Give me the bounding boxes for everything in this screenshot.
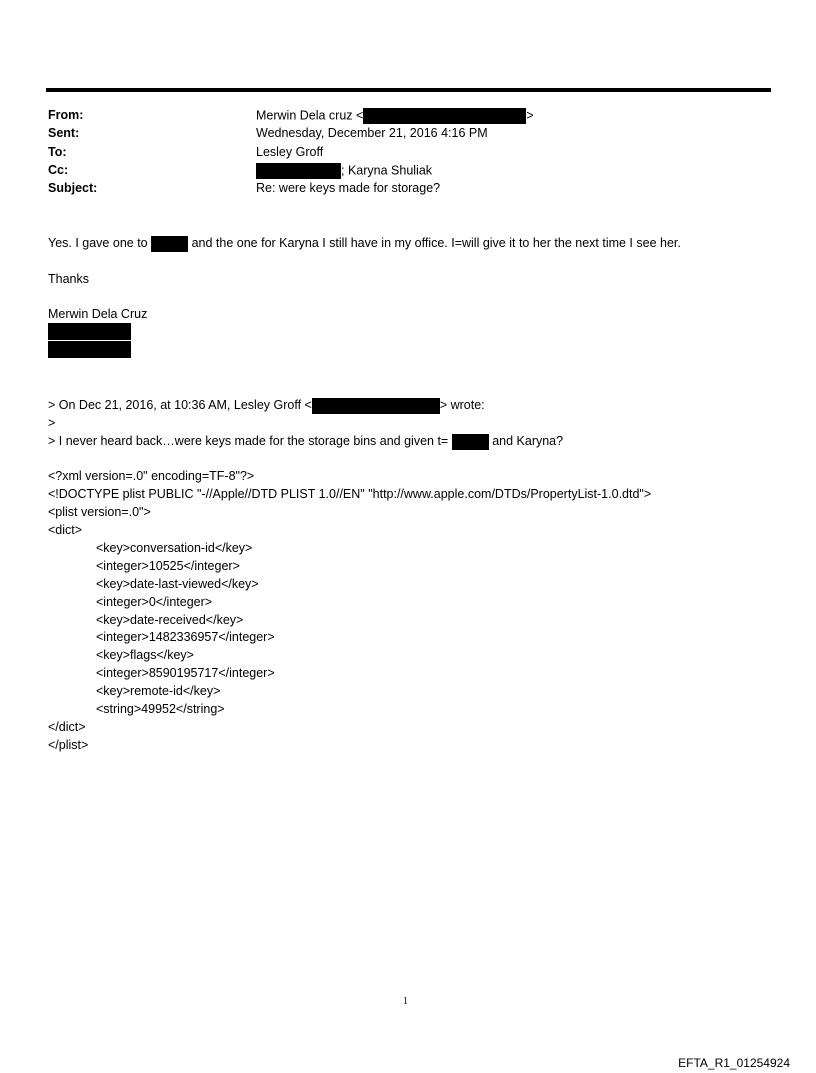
redaction-block xyxy=(256,163,341,179)
redaction-block xyxy=(363,108,526,124)
quote-line-3-start: > I never heard back…were keys made for the storage bins and given t= xyxy=(48,434,449,448)
subject-label: Subject: xyxy=(48,181,98,195)
redaction-block xyxy=(452,434,489,450)
header-rule xyxy=(46,88,771,92)
cc-label: Cc: xyxy=(48,163,69,177)
signature-name: Merwin Dela Cruz xyxy=(48,307,148,321)
xml-line: <dict> xyxy=(48,523,83,537)
xml-line: <plist version=.0"> xyxy=(48,505,151,519)
xml-line: </plist> xyxy=(48,738,89,752)
body-line-1-start: Yes. I gave one to xyxy=(48,236,148,250)
from-close: > xyxy=(526,108,534,123)
quote-line-2: > xyxy=(48,416,56,430)
redaction-block xyxy=(312,398,440,414)
xml-line: <key>date-received</key> xyxy=(96,613,244,627)
quote-line-3-end: and Karyna? xyxy=(492,434,564,448)
xml-line: </dict> xyxy=(48,720,86,734)
cc-text: ; Karyna Shuliak xyxy=(341,163,433,178)
xml-line: <string>49952</string> xyxy=(96,702,225,716)
page-number: 1 xyxy=(403,996,408,1007)
xml-line: <integer>10525</integer> xyxy=(96,559,240,573)
redaction-block xyxy=(151,236,188,252)
from-label: From: xyxy=(48,108,84,122)
redaction-block xyxy=(48,323,131,340)
body-line-1-end: and the one for Karyna I still have in my office. I=will give it to her the next time I see her. xyxy=(191,236,681,250)
xml-line: <integer>0</integer> xyxy=(96,595,213,609)
quote-line-1 xyxy=(48,396,485,414)
sent-label: Sent: xyxy=(48,126,80,140)
xml-line: <integer>8590195717</integer> xyxy=(96,666,275,680)
quote-line-1-end: > wrote: xyxy=(439,398,485,412)
sent-value: Wednesday, December 21, 2016 4:16 PM xyxy=(256,126,488,140)
xml-line: <key>flags</key> xyxy=(96,648,194,662)
cc-value xyxy=(256,163,432,179)
subject-value: Re: were keys made for storage? xyxy=(256,181,441,195)
thanks-line: Thanks xyxy=(48,272,89,286)
to-label: To: xyxy=(48,145,67,159)
from-name: Merwin Dela cruz < xyxy=(256,108,364,123)
document-id: EFTA_R1_01254924 xyxy=(678,1056,790,1070)
redaction-block xyxy=(48,341,131,358)
quote-line-3 xyxy=(48,432,563,450)
body-line-1 xyxy=(48,234,681,252)
to-value: Lesley Groff xyxy=(256,145,324,159)
xml-line: <integer>1482336957</integer> xyxy=(96,630,275,644)
quote-line-1-start: > On Dec 21, 2016, at 10:36 AM, Lesley Groff < xyxy=(48,398,312,412)
xml-line: <?xml version=.0" encoding=TF-8"?> xyxy=(48,469,255,483)
xml-line: <!DOCTYPE plist PUBLIC "-//Apple//DTD PLIST 1.0//EN" "http://www.apple.com/DTDs/PropertyList-1.0.dtd"> xyxy=(48,487,652,501)
from-value xyxy=(256,108,534,124)
xml-line: <key>date-last-viewed</key> xyxy=(96,577,259,591)
xml-line: <key>remote-id</key> xyxy=(96,684,221,698)
xml-line: <key>conversation-id</key> xyxy=(96,541,253,555)
